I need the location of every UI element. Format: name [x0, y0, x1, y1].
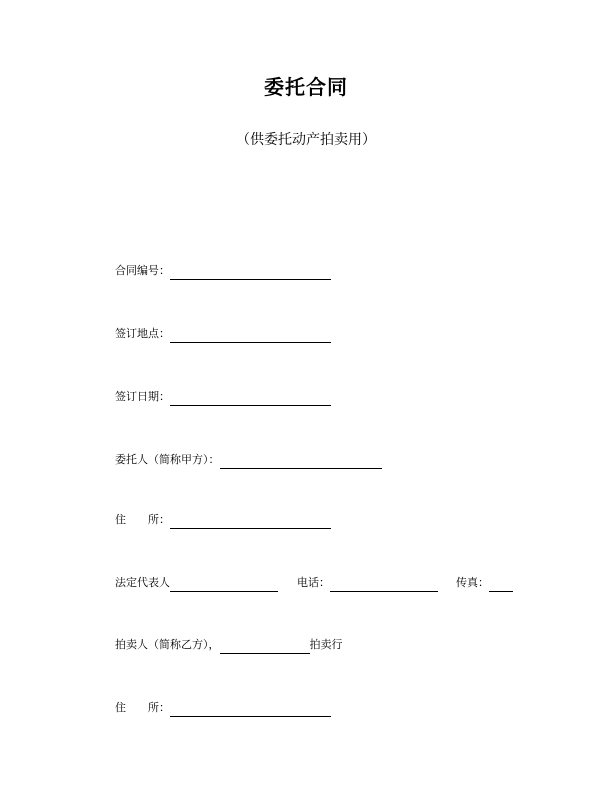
sign-place-blank[interactable]: [170, 328, 331, 343]
sign-place-label: 签订地点：: [115, 327, 170, 340]
auctioneer-blank[interactable]: [220, 639, 310, 654]
principal-label: 委托人（简称甲方）：: [115, 453, 220, 466]
auctioneer-address-blank[interactable]: [170, 702, 331, 717]
auction-house-suffix: 拍卖行: [309, 638, 343, 651]
principal-blank[interactable]: [220, 454, 382, 469]
legal-rep-blank[interactable]: [170, 577, 278, 592]
principal-address-row: [115, 511, 331, 529]
phone-label: 电话：: [297, 576, 330, 589]
principal-address-label: 住 所：: [115, 513, 170, 526]
contract-number-blank[interactable]: [170, 265, 331, 280]
contract-number-row: [115, 262, 331, 280]
principal-address-blank[interactable]: [170, 514, 331, 529]
fax-label: 传真：: [456, 576, 489, 589]
auctioneer-address-row: [115, 699, 331, 717]
sign-date-label: 签订日期：: [115, 390, 170, 403]
fax-blank[interactable]: [489, 577, 513, 592]
auctioneer-label: 拍卖人（简称乙方），: [115, 638, 220, 651]
auctioneer-row: [115, 636, 343, 654]
document-title: 委托合同: [264, 75, 348, 99]
sign-date-blank[interactable]: [170, 391, 331, 406]
document-subtitle: （供委托动产拍卖用）: [236, 132, 376, 148]
sign-place-row: [115, 325, 331, 343]
auctioneer-address-label: 住 所：: [115, 701, 170, 714]
principal-row: [115, 451, 382, 469]
sign-date-row: [115, 388, 331, 406]
legal-rep-label: 法定代表人: [115, 576, 170, 589]
legal-rep-row: [115, 574, 513, 592]
phone-blank[interactable]: [330, 577, 438, 592]
contract-number-label: 合同编号：: [115, 264, 170, 277]
